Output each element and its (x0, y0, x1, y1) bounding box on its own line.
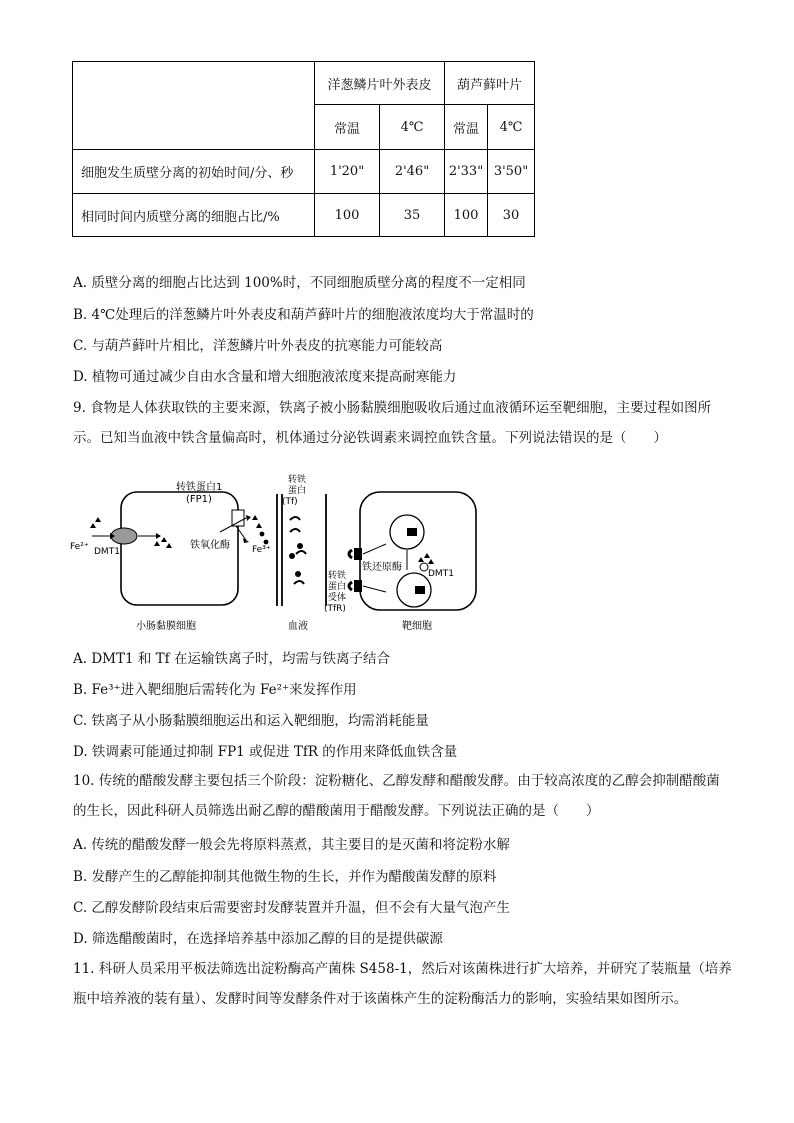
table-cell: 100 (315, 194, 380, 237)
caption-blood: 血液 (288, 621, 308, 632)
caption-target-cell: 靶细胞 (402, 621, 432, 632)
ferroxidase-label: 铁氧化酶 (190, 540, 230, 551)
table-cell: 2'46" (380, 150, 445, 194)
q9-option-d: D. 铁调素可能通过抑制 FP1 或促进 TfR 的作用来降低血铁含量 (73, 744, 458, 760)
q9-option-b: B. Fe³⁺进入靶细胞后需转化为 Fe²⁺来发挥作用 (73, 682, 357, 698)
table-header-onion: 洋葱鳞片叶外表皮 (315, 62, 445, 105)
tf-label-line1: 转铁 (288, 475, 307, 485)
table-row (73, 194, 535, 237)
table-cell: 3'50" (488, 150, 535, 194)
table-cell: 35 (380, 194, 445, 237)
tfr-label-line3: 受体 (328, 593, 347, 603)
table-cell: 2'33" (445, 150, 488, 194)
dmt1-right-label: DMT1 (428, 569, 454, 579)
q10-option-c: C. 乙醇发酵阶段结束后需要密封发酵装置并升温，但不会有大量气泡产生 (73, 900, 510, 916)
table-row (73, 150, 535, 194)
table-subheader: 4℃ (488, 105, 535, 150)
experiment-table (72, 61, 535, 237)
q10-option-d: D. 筛选醋酸菌时，在选择培养基中添加乙醇的目的是提供碳源 (73, 931, 443, 947)
q9-option-c: C. 铁离子从小肠黏膜细胞运出和运入靶细胞，均需消耗能量 (73, 713, 429, 729)
tfr-label-line1: 转铁 (328, 571, 347, 581)
q9-stem: 9. 食物是人体获取铁的主要来源，铁离子被小肠黏膜细胞吸收后通过血液循环运至靶细胞，主要过程如图所示。已知当血液中铁含量偏高时，机体通过分泌铁调素来调控血铁含量。下列说法错误的是（ ） (73, 400, 712, 446)
table-cell: 100 (445, 194, 488, 237)
fe3-label: Fe³⁺ (252, 545, 271, 555)
caption-intestinal-cell: 小肠黏膜细胞 (136, 621, 196, 632)
table-subheader: 常温 (445, 105, 488, 150)
table-subheader: 4℃ (380, 105, 445, 150)
table-row-label: 相同时间内质壁分离的细胞占比/% (73, 194, 315, 237)
tfr-label-line2: 蛋白 (328, 582, 347, 592)
tfr-label-line4: (TfR) (324, 604, 346, 614)
fp1-protein (232, 510, 244, 526)
q8-option-c: C. 与葫芦藓叶片相比，洋葱鳞片叶外表皮的抗寒能力可能较高 (73, 338, 443, 354)
table-corner-cell (73, 62, 315, 150)
tf-label-line2: 蛋白 (288, 486, 307, 496)
reductase-label: 铁还原酶 (362, 562, 402, 573)
table-cell: 30 (488, 194, 535, 237)
q8-option-d: D. 植物可通过减少自由水含量和增大细胞液浓度来提高耐寒能力 (73, 369, 457, 385)
tf-label-line3: (Tf) (282, 497, 298, 507)
q10-stem: 10. 传统的醋酸发酵主要包括三个阶段：淀粉糖化、乙醇发酵和醋酸发酵。由于较高浓度的乙醇会抑制醋酸菌的生长，因此科研人员筛选出耐乙醇的醋酸菌用于醋酸发酵。下列说法正确的是（ ） (73, 773, 720, 819)
fe2-label: Fe²⁺ (70, 542, 89, 552)
endosome-lower (397, 573, 431, 607)
fp1-abbrev-label: (FP1) (186, 494, 212, 505)
q10-option-b: B. 发酵产生的乙醇能抑制其他微生物的生长，并作为醋酸菌发酵的原料 (73, 869, 497, 885)
q8-option-b: B. 4℃处理后的洋葱鳞片叶外表皮和葫芦藓叶片的细胞液浓度均大于常温时的 (73, 307, 534, 323)
table-row-label: 细胞发生质壁分离的初始时间/分、秒 (73, 150, 315, 194)
dmt1-left-label: DMT1 (94, 547, 120, 557)
iron-transport-figure (66, 472, 484, 638)
q8-option-a: A. 质壁分离的细胞占比达到 100%时，不同细胞质壁分离的程度不一定相同 (73, 275, 526, 291)
table-cell: 1'20" (315, 150, 380, 194)
table-header-moss: 葫芦藓叶片 (445, 62, 535, 105)
q10-option-a: A. 传统的醋酸发酵一般会先将原料蒸煮，其主要目的是灭菌和将淀粉水解 (73, 837, 510, 853)
q11-stem: 11. 科研人员采用平板法筛选出淀粉酶高产菌株 S458-1，然后对该菌株进行扩大培养，并研究了装瓶量（培养瓶中培养液的装有量）、发酵时间等发酵条件对于该菌株产生的淀粉酶活力的影响，实验结果如图所示。 (73, 961, 732, 1007)
fp1-label: 转铁蛋白1 (176, 482, 223, 493)
q9-option-a: A. DMT1 和 Tf 在运输铁离子时，均需与铁离子结合 (73, 651, 390, 667)
table-subheader: 常温 (315, 105, 380, 150)
